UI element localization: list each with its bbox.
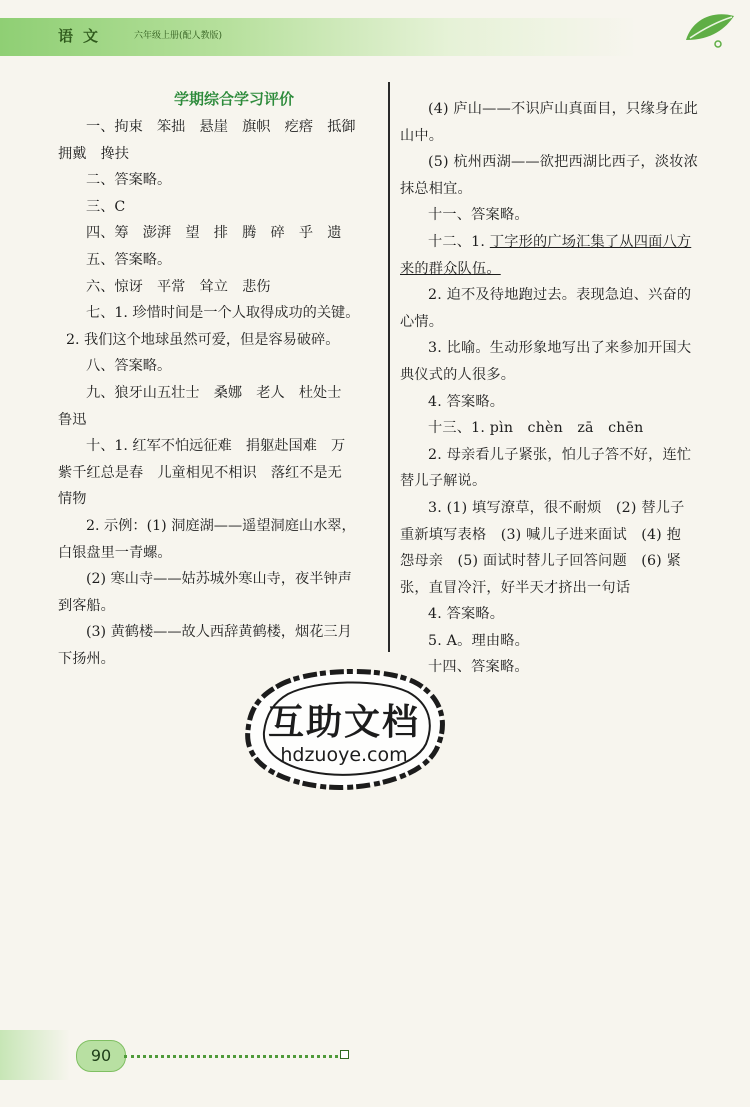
watermark-url-text: hdzuoye.com [280, 744, 408, 766]
right-column [400, 96, 700, 681]
header-grade-subtitle: 六年级上册(配人教版) [134, 31, 223, 41]
answer-line: 十一、答案略。 [428, 207, 529, 224]
answer-line: 抹总相宜。 [400, 180, 472, 197]
header-band [0, 18, 750, 56]
answer-line [400, 256, 700, 283]
answer-line: 十四、答案略。 [428, 659, 529, 676]
answer-line: (5) 杭州西湖——欲把西湖比西子，淡妆浓 [428, 154, 698, 171]
answer-line: 拥戴 搀扶 [58, 145, 129, 162]
answer-line: 五、答案略。 [86, 251, 172, 268]
answer-line: (2) 寒山寺——姑苏城外寒山寺，夜半钟声 [86, 571, 352, 588]
answer-line: 八、答案略。 [86, 358, 172, 375]
page-number-badge: 90 [76, 1040, 126, 1072]
answer-line: 十、1. 红军不怕远征难 捐躯赴国难 万 [86, 438, 346, 455]
answer-line: 到客船。 [58, 597, 115, 614]
section-title: 学期综合学习评价 [173, 90, 294, 108]
answer-line: (4) 庐山——不识庐山真面目，只缘身在此 [428, 101, 698, 117]
answer-line: 3. 比喻。生动形象地写出了来参加开国大 [428, 340, 692, 357]
answer-line: 白银盘里一青螺。 [58, 544, 172, 561]
answer-line: 下扬州。 [58, 650, 115, 667]
answer-line: 典仪式的人很多。 [400, 366, 516, 383]
answer-line: 张，直冒冷汗，好半天才挤出一句话 [400, 579, 631, 596]
left-column [58, 84, 380, 672]
answer-line: 山中。 [400, 127, 444, 144]
answer-line: 二、答案略。 [86, 172, 172, 189]
answer-line: 5. A。理由略。 [428, 632, 530, 649]
answer-prefix: 十二、1. [428, 233, 490, 250]
leaf-decoration-icon [682, 6, 738, 50]
underlined-sentence: 丁字形的广场汇集了从四面八方 [489, 233, 692, 250]
answer-line: 替儿子解说。 [400, 473, 487, 490]
answer-line: 九、狼牙山五壮士 桑娜 老人 杜处士 [86, 384, 342, 401]
answer-line: 4. 答案略。 [428, 606, 505, 623]
footer-dotted-line [124, 1055, 338, 1058]
answer-line: 三、C [86, 198, 126, 215]
answer-line: 十三、1. pìn chèn zā chēn [428, 420, 644, 437]
answer-line: 紫千红总是春 儿童相见不相识 落红不是无 [58, 464, 342, 481]
answer-line: 一、拘束 笨拙 悬崖 旗帜 疙瘩 抵御 [86, 119, 356, 135]
answer-line: 重新填写表格 (3) 喊儿子进来面试 (4) 抱 [400, 526, 682, 543]
header-subject-title: 语文 [58, 27, 109, 45]
answer-line [400, 229, 700, 256]
watermark-chinese-text: 互助文档 [267, 702, 420, 743]
answer-line: 2. 示例：(1) 洞庭湖——遥望洞庭山水翠， [86, 517, 356, 534]
underlined-sentence: 来的群众队伍。 [400, 260, 501, 277]
answer-line: 怨母亲 (5) 面试时替儿子回答问题 (6) 紧 [400, 553, 682, 570]
answer-line: 四、筹 澎湃 望 排 腾 碎 乎 遗 [86, 225, 342, 242]
watermark-stamp [238, 666, 450, 792]
answer-line: 鲁迅 [58, 411, 87, 428]
footer-band [0, 1030, 70, 1080]
answer-line: (3) 黄鹤楼——故人西辞黄鹤楼，烟花三月 [86, 624, 352, 641]
answer-line: 2. 迫不及待地跑过去。表现急迫、兴奋的 [428, 287, 692, 304]
answer-line: 3. (1) 填写潦草，很不耐烦 (2) 替儿子 [428, 499, 685, 516]
answer-line: 六、惊讶 平常 耸立 悲伤 [86, 278, 271, 295]
answer-line: 2. 母亲看儿子紧张，怕儿子答不好，连忙 [428, 446, 692, 463]
footer-end-square-icon [340, 1050, 349, 1059]
answer-line: 4. 答案略。 [428, 393, 505, 410]
answer-line: 心情。 [400, 313, 444, 330]
answer-line: 七、1. 珍惜时间是一个人取得成功的关键。 [86, 305, 360, 322]
answer-line: 2. 我们这个地球虽然可爱，但是容易破碎。 [66, 331, 340, 348]
answer-line: 情物 [58, 491, 87, 508]
column-divider [388, 82, 390, 652]
